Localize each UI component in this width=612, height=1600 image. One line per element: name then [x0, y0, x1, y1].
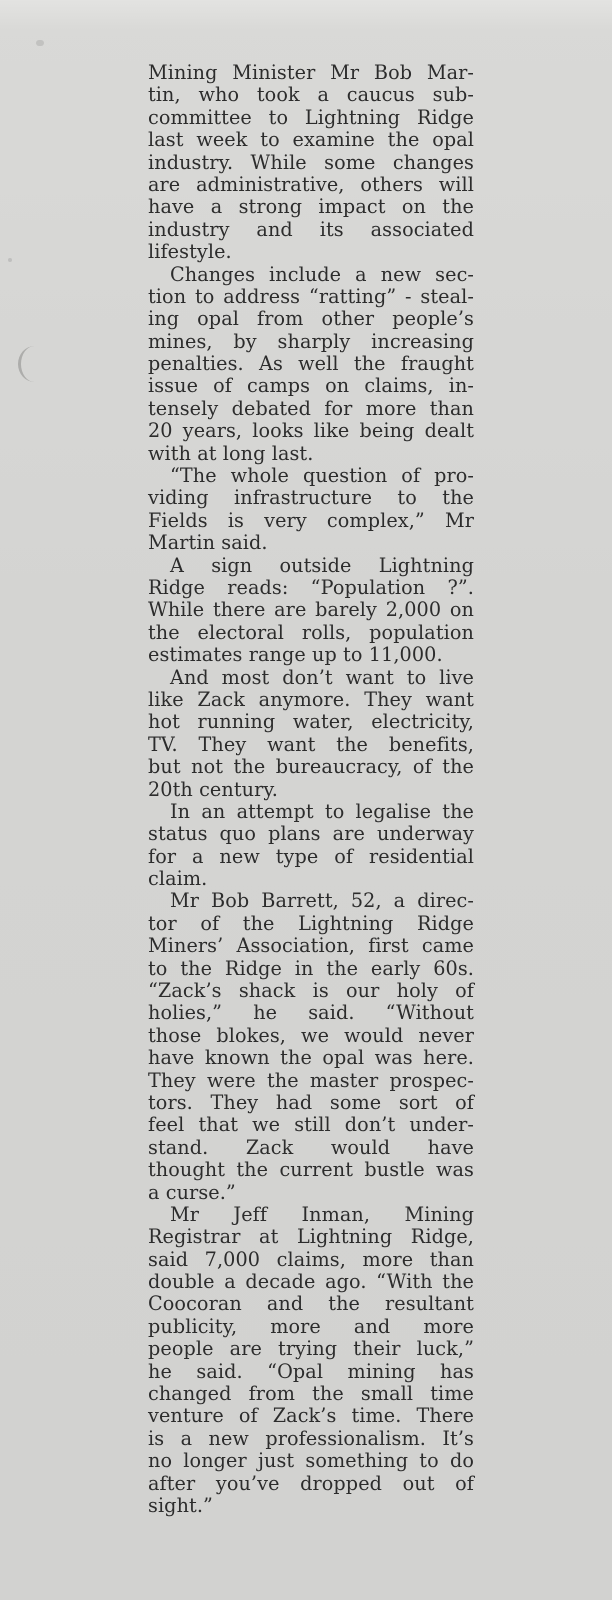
- punch-hole-mark: [18, 346, 51, 382]
- article-line: And most don’t want to live: [170, 665, 474, 689]
- article-line: hot running water, electricity,: [148, 710, 474, 734]
- article-line: he said. “Opal mining has: [148, 1359, 474, 1383]
- article-line: 20th century.: [148, 777, 278, 801]
- article-line: A sign outside Lightning: [170, 553, 474, 577]
- article-line: Coocoran and the resultant: [148, 1292, 474, 1316]
- article-line: “The whole question of pro-: [170, 464, 474, 488]
- article-line: tors. They had some sort of: [148, 1090, 474, 1114]
- article-line: for a new type of residential: [148, 844, 474, 868]
- article-line: Fields is very complex,” Mr: [148, 508, 474, 532]
- article-line: those blokes, we would never: [148, 1023, 474, 1047]
- article-line: like Zack anymore. They want: [148, 687, 474, 711]
- article-line: lifestyle.: [148, 240, 232, 264]
- article-line: penalties. As well the fraught: [148, 352, 474, 376]
- article-line: double a decade ago. “With the: [148, 1270, 474, 1294]
- article-line: have a strong impact on the: [148, 195, 474, 219]
- article-line: holies,” he said. “Without: [148, 1001, 474, 1025]
- article-line: tor of the Lightning Ridge: [148, 911, 474, 935]
- article-line: industry. While some changes: [148, 150, 474, 174]
- article-line: publicity, more and more: [148, 1314, 474, 1338]
- article-line: tion to address “ratting” - steal-: [148, 284, 474, 308]
- article-line: 20 years, looks like being dealt: [148, 419, 474, 443]
- article-line: feel that we still don’t under-: [148, 1113, 474, 1137]
- article-line: status quo plans are underway: [148, 822, 474, 846]
- article-line: thought the current bustle was: [148, 1158, 474, 1182]
- article-line: Ridge reads: “Population ?”.: [148, 575, 474, 599]
- article-line: stand. Zack would have: [148, 1135, 474, 1159]
- paper-speck: [8, 258, 12, 262]
- article-line: last week to examine the opal: [148, 128, 474, 152]
- article-line: While there are barely 2,000 on: [148, 598, 474, 622]
- article-line: changed from the small time: [148, 1382, 474, 1406]
- article-line: are administrative, others will: [148, 172, 474, 196]
- article-line: industry and its associated: [148, 217, 474, 241]
- article-line: venture of Zack’s time. There: [148, 1404, 474, 1428]
- article-line: Mr Bob Barrett, 52, a direc-: [170, 889, 474, 913]
- article-line: issue of camps on claims, in-: [148, 374, 474, 398]
- article-line: Miners’ Association, first came: [148, 934, 474, 958]
- article-line: TV. They want the benefits,: [148, 732, 474, 756]
- article-line: claim.: [148, 867, 208, 891]
- article-line: the electoral rolls, population: [148, 620, 474, 644]
- article-line: committee to Lightning Ridge: [148, 105, 474, 129]
- article-line: a curse.”: [148, 1180, 236, 1204]
- article-line: have known the opal was here.: [148, 1046, 474, 1070]
- paper-top-edge: [0, 0, 612, 30]
- article-column: [148, 62, 474, 1517]
- paper-speck: [36, 40, 44, 46]
- article-line: estimates range up to 11,000.: [148, 643, 443, 667]
- article-line: Mr Jeff Inman, Mining: [170, 1202, 474, 1226]
- article-line: with at long last.: [148, 441, 314, 465]
- article-line: no longer just something to do: [148, 1449, 474, 1473]
- article-line: Martin said.: [148, 531, 268, 555]
- article-line: said 7,000 claims, more than: [148, 1247, 474, 1271]
- article-line: They were the master prospec-: [148, 1068, 474, 1092]
- article-line: sight.”: [148, 1494, 213, 1517]
- article-line: viding infrastructure to the: [148, 486, 474, 510]
- article-line: ing opal from other people’s: [148, 307, 474, 331]
- article-line: is a new professionalism. It’s: [148, 1426, 474, 1450]
- article-line: but not the bureaucracy, of the: [148, 755, 474, 779]
- article-line: tin, who took a caucus sub-: [148, 83, 474, 107]
- article-line: after you’ve dropped out of: [148, 1471, 474, 1495]
- article-line: to the Ridge in the early 60s.: [148, 956, 474, 980]
- article-line: mines, by sharply increasing: [148, 329, 474, 353]
- article-line: people are trying their luck,”: [148, 1337, 474, 1361]
- article-line: tensely debated for more than: [148, 396, 474, 420]
- article-line: Mining Minister Mr Bob Mar-: [148, 61, 474, 84]
- article-line: Changes include a new sec-: [170, 262, 474, 286]
- article-line: Registrar at Lightning Ridge,: [148, 1225, 474, 1249]
- article-line: “Zack’s shack is our holy of: [148, 979, 474, 1003]
- article-line: In an attempt to legalise the: [170, 799, 474, 823]
